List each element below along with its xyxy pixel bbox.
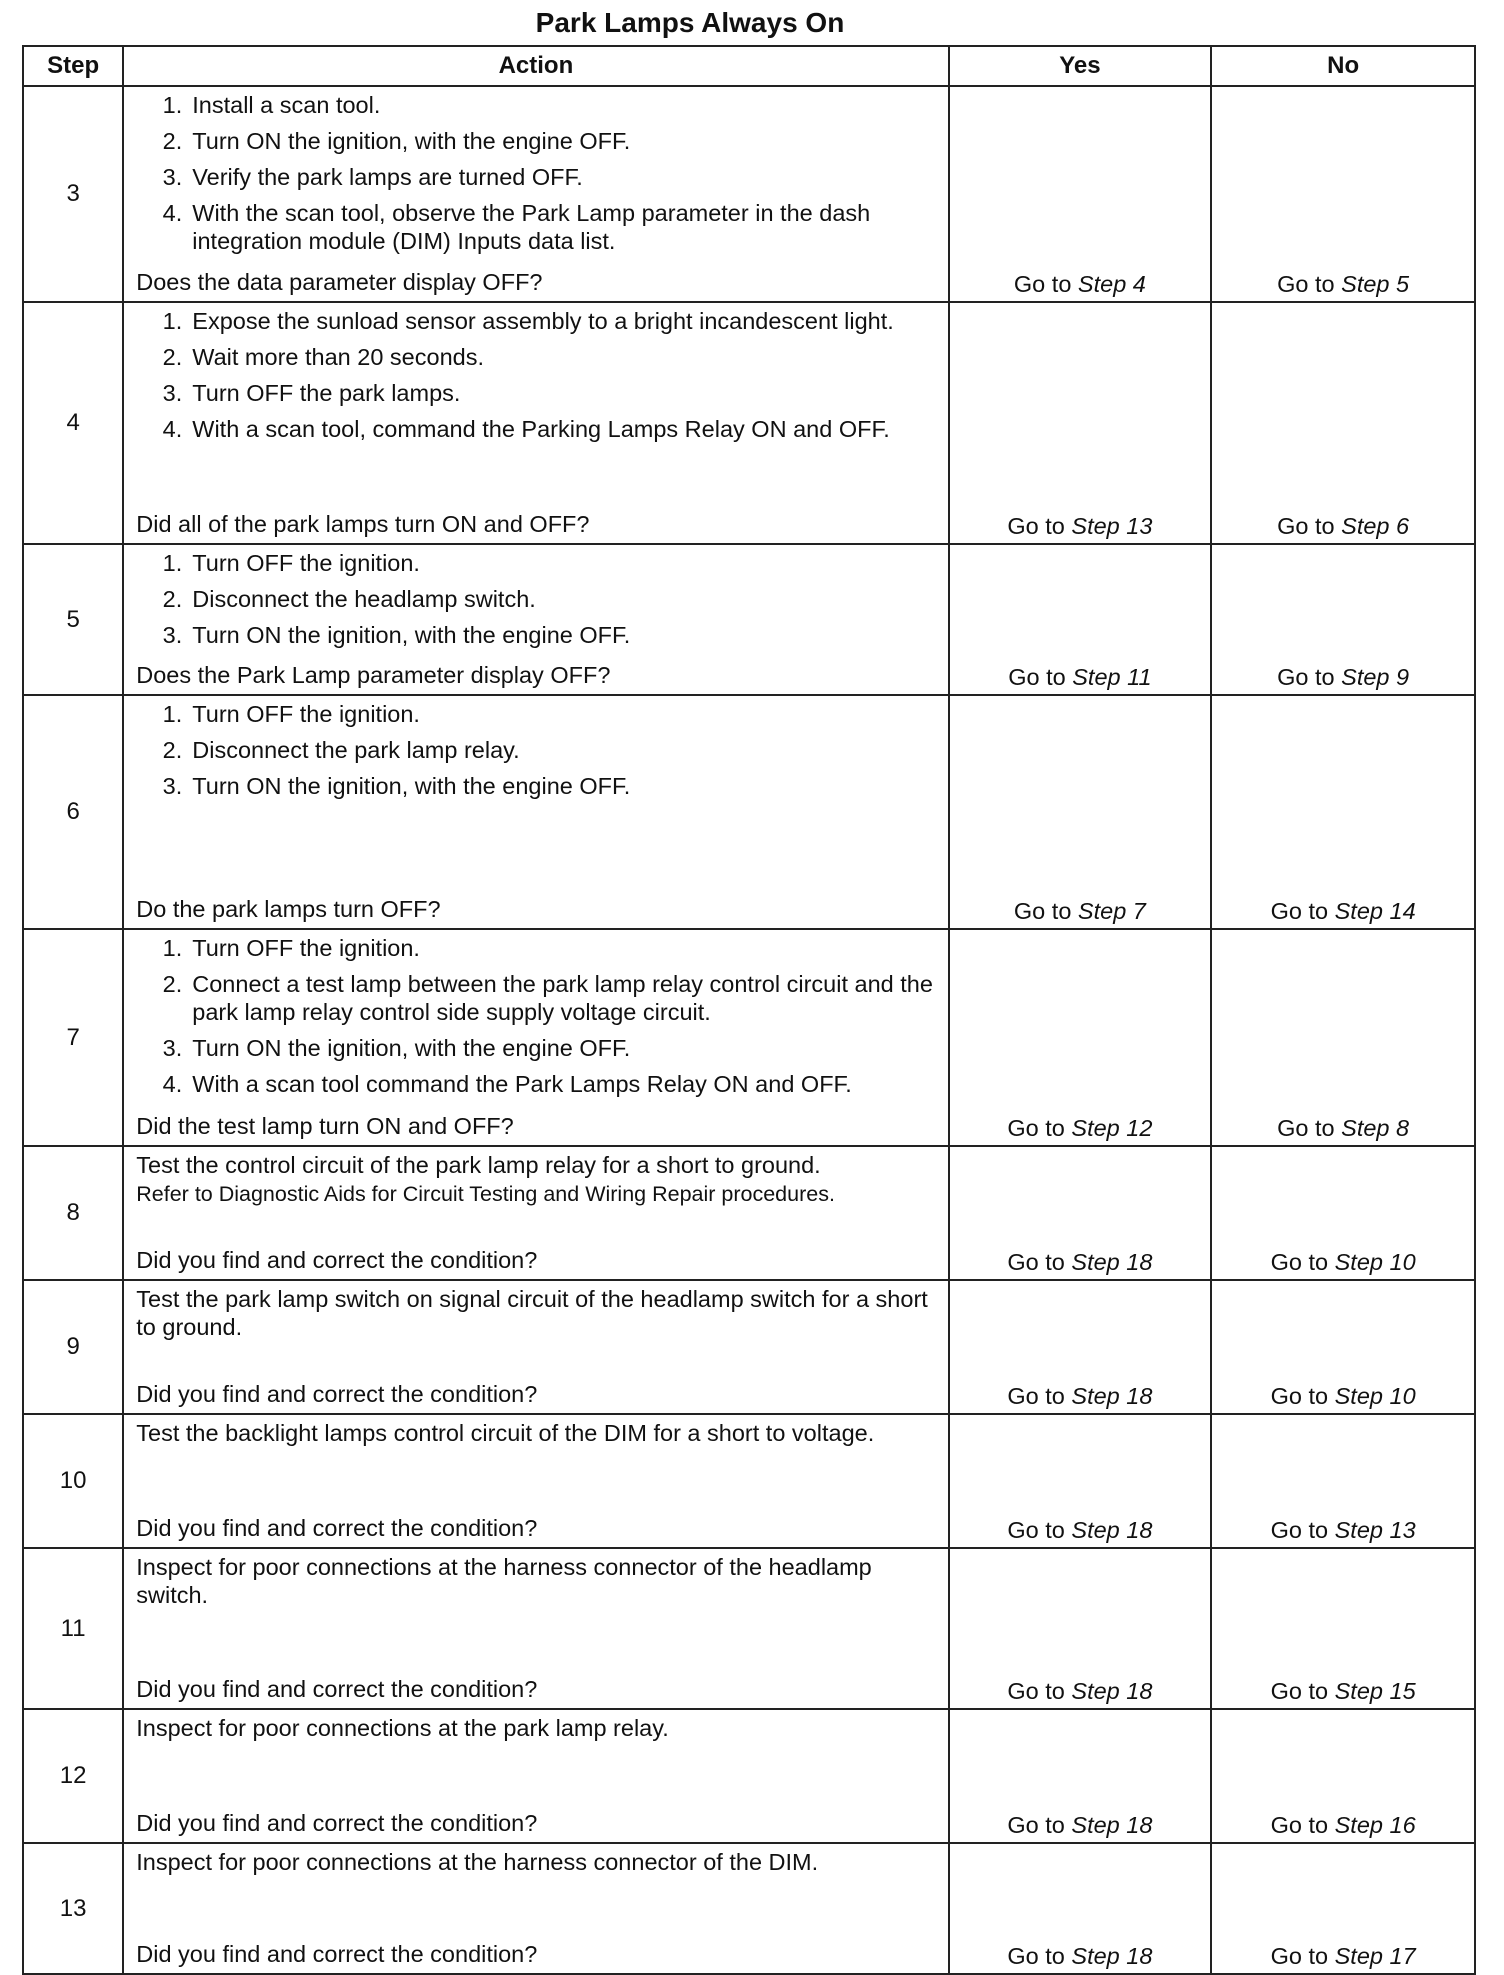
list-item-number: 1. xyxy=(162,550,183,576)
action-paragraph: Refer to Diagnostic Aids for Circuit Testing and Wiring Repair procedures. xyxy=(136,1182,835,1206)
list-item-number: 3. xyxy=(162,622,183,648)
action-instructions xyxy=(136,91,939,268)
list-item xyxy=(136,379,939,407)
action-instructions xyxy=(136,1848,939,1940)
step-number: 9 xyxy=(23,1280,123,1414)
step-number: 5 xyxy=(23,544,123,695)
header-yes: Yes xyxy=(949,46,1212,86)
no-cell-goto[interactable] xyxy=(1271,1517,1416,1543)
no-cell xyxy=(1211,1548,1475,1709)
action-paragraph: Inspect for poor connections at the harness connector of the DIM. xyxy=(136,1849,819,1875)
list-item-number: 2. xyxy=(162,128,183,154)
step-number: 12 xyxy=(23,1709,123,1843)
list-item-number: 3. xyxy=(162,164,183,190)
table-row xyxy=(23,695,1475,929)
table-row xyxy=(23,1548,1475,1709)
no-cell xyxy=(1211,929,1475,1146)
goto-prefix: Go to xyxy=(1013,898,1072,924)
action-content xyxy=(136,1285,939,1409)
yes-cell-goto[interactable] xyxy=(1007,1249,1152,1275)
goto-prefix: Go to xyxy=(1007,513,1065,539)
goto-step: Step 8 xyxy=(1341,1115,1410,1141)
list-item xyxy=(136,934,939,962)
goto-step: Step 10 xyxy=(1334,1249,1416,1275)
no-cell-goto[interactable] xyxy=(1271,1249,1416,1275)
goto-prefix: Go to xyxy=(1007,1249,1065,1275)
list-item-text: Turn ON the ignition, with the engine OFF. xyxy=(192,128,631,154)
action-instructions xyxy=(136,1285,939,1380)
list-item-text: Turn OFF the ignition. xyxy=(192,701,420,727)
table-header-row xyxy=(23,46,1475,86)
page-title: Park Lamps Always On xyxy=(535,7,845,38)
action-content xyxy=(136,307,939,539)
yes-cell-goto[interactable] xyxy=(1007,1115,1152,1141)
list-item xyxy=(136,585,939,613)
action-question: Did you find and correct the condition? xyxy=(136,1247,538,1273)
no-cell xyxy=(1211,1709,1475,1843)
action-content xyxy=(136,1151,939,1275)
list-item xyxy=(136,700,939,728)
no-cell-goto[interactable] xyxy=(1271,898,1416,924)
list-item xyxy=(136,199,939,255)
list-item xyxy=(136,163,939,191)
table-row xyxy=(23,1709,1475,1843)
header-action: Action xyxy=(123,46,948,86)
action-cell xyxy=(123,544,948,695)
action-instructions xyxy=(136,1553,939,1675)
table-row xyxy=(23,1843,1475,1974)
action-question: Did you find and correct the condition? xyxy=(136,1381,538,1407)
action-question: Did you find and correct the condition? xyxy=(136,1515,538,1541)
list-item-number: 2. xyxy=(162,971,183,997)
action-cell xyxy=(123,1843,948,1974)
yes-cell xyxy=(949,1146,1212,1280)
action-question: Did the test lamp turn ON and OFF? xyxy=(136,1113,514,1139)
goto-prefix: Go to xyxy=(1277,513,1335,539)
yes-cell-goto[interactable] xyxy=(1007,1517,1152,1543)
list-item xyxy=(136,549,939,577)
list-item-number: 4. xyxy=(162,200,183,226)
list-item-number: 3. xyxy=(162,1035,183,1061)
yes-cell xyxy=(949,302,1212,544)
goto-prefix: Go to xyxy=(1008,664,1066,690)
action-question: Did all of the park lamps turn ON and OFF? xyxy=(136,511,590,537)
action-cell xyxy=(123,302,948,544)
goto-prefix: Go to xyxy=(1007,1115,1065,1141)
no-cell-goto[interactable] xyxy=(1277,271,1409,297)
goto-prefix: Go to xyxy=(1270,1249,1329,1275)
no-cell-goto[interactable] xyxy=(1277,664,1409,690)
table-row xyxy=(23,1146,1475,1280)
action-instructions xyxy=(136,1151,939,1246)
goto-step: Step 12 xyxy=(1071,1115,1153,1141)
action-paragraph: Test the backlight lamps control circuit of the DIM for a short to voltage. xyxy=(136,1420,875,1446)
action-instructions xyxy=(136,307,939,510)
no-cell xyxy=(1211,1146,1475,1280)
no-cell-goto[interactable] xyxy=(1271,1383,1416,1409)
list-item xyxy=(136,307,939,335)
yes-cell-goto[interactable] xyxy=(1007,1678,1152,1704)
goto-step: Step 17 xyxy=(1334,1943,1416,1969)
action-cell xyxy=(123,1548,948,1709)
goto-prefix: Go to xyxy=(1007,1383,1065,1409)
action-instructions xyxy=(136,700,939,895)
list-item-number: 3. xyxy=(162,773,183,799)
step-number: 6 xyxy=(23,695,123,929)
yes-cell-goto[interactable] xyxy=(1007,1383,1152,1409)
action-content xyxy=(136,1553,939,1704)
list-item-text: Disconnect the park lamp relay. xyxy=(192,737,520,763)
list-item-text: Verify the park lamps are turned OFF. xyxy=(192,164,583,190)
goto-step: Step 9 xyxy=(1341,664,1410,690)
list-item-text: Connect a test lamp between the park lamp relay control circuit and the park lamp relay control side supply voltage circuit. xyxy=(192,971,933,1025)
yes-cell xyxy=(949,1843,1212,1974)
action-cell xyxy=(123,1709,948,1843)
action-content xyxy=(136,549,939,690)
goto-step: Step 16 xyxy=(1334,1812,1416,1838)
list-item-number: 4. xyxy=(162,1071,183,1097)
table-row xyxy=(23,544,1475,695)
yes-cell-goto[interactable] xyxy=(1007,1812,1152,1838)
diagnostic-table xyxy=(22,45,1476,1975)
list-item-number: 4. xyxy=(162,416,183,442)
list-item xyxy=(136,415,939,443)
table-row xyxy=(23,1414,1475,1548)
list-item-text: Install a scan tool. xyxy=(192,92,381,118)
action-paragraph: Test the park lamp switch on signal circuit of the headlamp switch for a short to ground. xyxy=(136,1286,928,1340)
goto-step: Step 11 xyxy=(1072,664,1152,690)
goto-prefix: Go to xyxy=(1270,1943,1329,1969)
goto-prefix: Go to xyxy=(1270,1517,1329,1543)
list-item-number: 1. xyxy=(162,701,183,727)
goto-step: Step 14 xyxy=(1334,898,1416,924)
action-content xyxy=(136,1419,939,1543)
yes-cell-goto[interactable] xyxy=(1008,664,1151,690)
action-instructions xyxy=(136,934,939,1112)
action-paragraph: Test the control circuit of the park lamp relay for a short to ground. xyxy=(136,1152,821,1178)
goto-prefix: Go to xyxy=(1270,1678,1329,1704)
no-cell xyxy=(1211,302,1475,544)
goto-prefix: Go to xyxy=(1007,1943,1065,1969)
yes-cell xyxy=(949,544,1212,695)
list-item-text: With the scan tool, observe the Park Lamp parameter in the dash integration module (DIM) Inputs data list. xyxy=(192,200,871,254)
goto-prefix: Go to xyxy=(1270,1812,1329,1838)
list-item-text: With a scan tool command the Park Lamps Relay ON and OFF. xyxy=(192,1071,852,1097)
list-item-number: 1. xyxy=(162,935,183,961)
no-cell-goto[interactable] xyxy=(1277,1115,1409,1141)
goto-step: Step 5 xyxy=(1341,271,1410,297)
list-item-text: Turn ON the ignition, with the engine OFF. xyxy=(192,773,631,799)
header-step: Step xyxy=(23,46,123,86)
action-content xyxy=(136,700,939,924)
no-cell xyxy=(1211,1414,1475,1548)
list-item-text: With a scan tool, command the Parking Lamps Relay ON and OFF. xyxy=(192,416,890,442)
list-item xyxy=(136,343,939,371)
goto-prefix: Go to xyxy=(1013,271,1072,297)
step-number: 13 xyxy=(23,1843,123,1974)
yes-cell xyxy=(949,695,1212,929)
step-number: 4 xyxy=(23,302,123,544)
list-item-number: 3. xyxy=(162,380,183,406)
goto-step: Step 18 xyxy=(1071,1943,1153,1969)
yes-cell-goto[interactable] xyxy=(1007,1943,1152,1969)
goto-prefix: Go to xyxy=(1007,1517,1065,1543)
goto-step: Step 15 xyxy=(1334,1678,1416,1704)
no-cell xyxy=(1211,1843,1475,1974)
action-content xyxy=(136,91,939,297)
list-item-text: Disconnect the headlamp switch. xyxy=(192,586,536,612)
list-item-text: Wait more than 20 seconds. xyxy=(192,344,484,370)
action-content xyxy=(136,1848,939,1969)
step-number: 8 xyxy=(23,1146,123,1280)
goto-prefix: Go to xyxy=(1007,1812,1065,1838)
action-instructions xyxy=(136,549,939,661)
yes-cell-goto[interactable] xyxy=(1014,271,1146,297)
goto-step: Step 18 xyxy=(1071,1383,1153,1409)
list-item xyxy=(136,91,939,119)
no-cell xyxy=(1211,695,1475,929)
no-cell-goto[interactable] xyxy=(1271,1678,1416,1704)
goto-step: Step 13 xyxy=(1334,1517,1416,1543)
goto-step: Step 18 xyxy=(1071,1812,1153,1838)
list-item-text: Expose the sunload sensor assembly to a bright incandescent light. xyxy=(192,308,894,334)
no-cell-goto[interactable] xyxy=(1271,1943,1416,1969)
action-question: Does the Park Lamp parameter display OFF? xyxy=(136,662,611,688)
action-question: Did you find and correct the condition? xyxy=(136,1941,538,1967)
action-content xyxy=(136,1714,939,1838)
action-content xyxy=(136,934,939,1141)
no-cell xyxy=(1211,86,1475,302)
list-item xyxy=(136,1070,939,1098)
goto-step: Step 18 xyxy=(1071,1517,1153,1543)
table-row xyxy=(23,929,1475,1146)
table-row xyxy=(23,86,1475,302)
list-item-text: Turn ON the ignition, with the engine OFF. xyxy=(192,622,631,648)
goto-step: Step 4 xyxy=(1077,271,1146,297)
yes-cell-goto[interactable] xyxy=(1007,513,1152,539)
list-item xyxy=(136,772,939,800)
list-item-text: Turn OFF the park lamps. xyxy=(192,380,461,406)
yes-cell xyxy=(949,929,1212,1146)
yes-cell xyxy=(949,1414,1212,1548)
action-instructions xyxy=(136,1714,939,1809)
action-instructions xyxy=(136,1419,939,1514)
list-item-text: Turn OFF the ignition. xyxy=(192,935,420,961)
table-row xyxy=(23,1280,1475,1414)
yes-cell xyxy=(949,1280,1212,1414)
step-number: 7 xyxy=(23,929,123,1146)
action-cell xyxy=(123,929,948,1146)
action-paragraph: Inspect for poor connections at the park lamp relay. xyxy=(136,1715,669,1741)
list-item xyxy=(136,970,939,1026)
step-number: 11 xyxy=(23,1548,123,1709)
list-item xyxy=(136,621,939,649)
action-paragraph: Inspect for poor connections at the harness connector of the headlamp switch. xyxy=(136,1554,872,1608)
yes-cell xyxy=(949,1709,1212,1843)
action-question: Did you find and correct the condition? xyxy=(136,1676,538,1702)
goto-prefix: Go to xyxy=(1270,898,1329,924)
action-cell xyxy=(123,1414,948,1548)
goto-prefix: Go to xyxy=(1007,1678,1065,1704)
list-item-text: Turn ON the ignition, with the engine OFF. xyxy=(192,1035,631,1061)
yes-cell-goto[interactable] xyxy=(1014,898,1146,924)
no-cell-goto[interactable] xyxy=(1271,1812,1416,1838)
list-item-number: 2. xyxy=(162,737,183,763)
list-item-number: 1. xyxy=(162,308,183,334)
goto-prefix: Go to xyxy=(1277,664,1335,690)
action-cell xyxy=(123,86,948,302)
list-item-text: Turn OFF the ignition. xyxy=(192,550,420,576)
list-item-number: 2. xyxy=(162,344,183,370)
table-body xyxy=(23,86,1475,1974)
action-question: Does the data parameter display OFF? xyxy=(136,269,543,295)
goto-step: Step 18 xyxy=(1071,1678,1153,1704)
no-cell-goto[interactable] xyxy=(1277,513,1409,539)
list-item xyxy=(136,1034,939,1062)
action-question: Did you find and correct the condition? xyxy=(136,1810,538,1836)
goto-step: Step 7 xyxy=(1077,898,1146,924)
yes-cell xyxy=(949,86,1212,302)
goto-step: Step 10 xyxy=(1334,1383,1416,1409)
step-number: 10 xyxy=(23,1414,123,1548)
header-no: No xyxy=(1211,46,1475,86)
step-number: 3 xyxy=(23,86,123,302)
table-row xyxy=(23,302,1475,544)
action-cell xyxy=(123,1146,948,1280)
yes-cell xyxy=(949,1548,1212,1709)
list-item-number: 2. xyxy=(162,586,183,612)
goto-step: Step 13 xyxy=(1071,513,1153,539)
goto-prefix: Go to xyxy=(1270,1383,1329,1409)
list-item xyxy=(136,127,939,155)
action-cell xyxy=(123,695,948,929)
list-item xyxy=(136,736,939,764)
goto-prefix: Go to xyxy=(1277,1115,1335,1141)
action-cell xyxy=(123,1280,948,1414)
no-cell xyxy=(1211,1280,1475,1414)
list-item-number: 1. xyxy=(162,92,183,118)
no-cell xyxy=(1211,544,1475,695)
goto-step: Step 18 xyxy=(1071,1249,1153,1275)
goto-step: Step 6 xyxy=(1341,513,1410,539)
goto-prefix: Go to xyxy=(1277,271,1335,297)
action-question: Do the park lamps turn OFF? xyxy=(136,896,441,922)
